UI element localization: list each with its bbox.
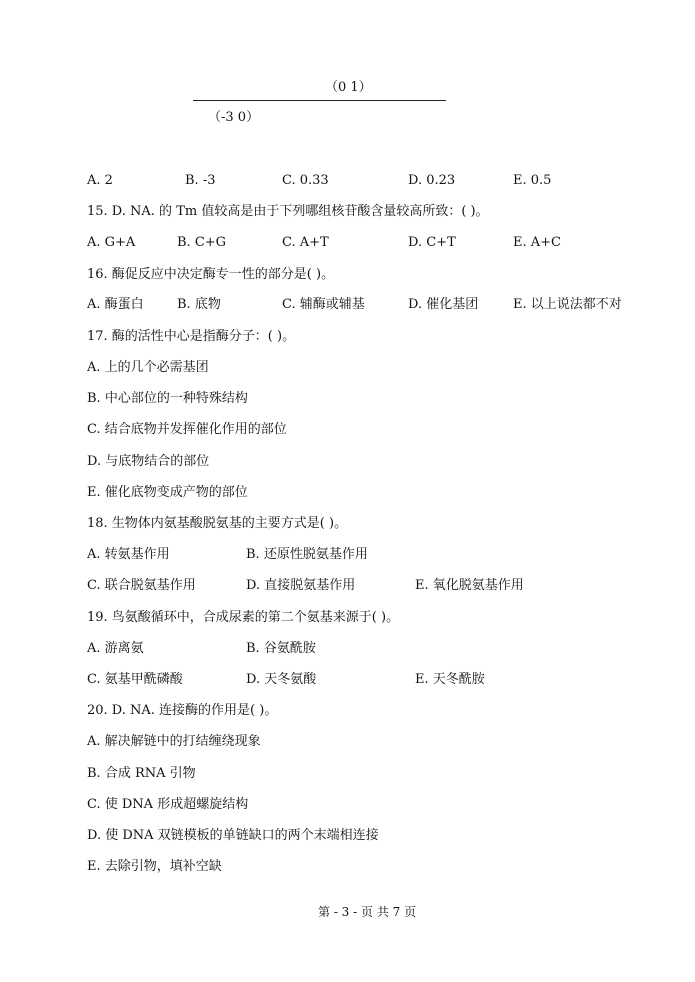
q14-option-a: A. 2 (87, 173, 113, 188)
q16-option-a: A. 酶蛋白 (87, 297, 144, 312)
q19-option-d: D. 天冬氨酸 (246, 672, 317, 687)
q18-stem: 18. 生物体内氨基酸脱氨基的主要方式是( )。 (87, 516, 348, 531)
q18-option-e: E. 氧化脱氨基作用 (415, 578, 524, 593)
q19-option-a: A. 游离氨 (87, 641, 144, 656)
q15-stem: 15. D. NA. 的 Tm 值较高是由于下列哪组核苷酸含量较高所致：( )。 (87, 204, 489, 219)
fraction-denominator: （-3 0） (208, 110, 260, 125)
q15-option-c: C. A+T (282, 235, 329, 250)
q16-option-d: D. 催化基团 (408, 297, 479, 312)
q14-option-d: D. 0.23 (408, 173, 456, 188)
q19-option-c: C. 氨基甲酰磷酸 (87, 672, 183, 687)
q17-option-e: E. 催化底物变成产物的部位 (87, 485, 248, 500)
q20-option-a: A. 解决解链中的打结缠绕现象 (87, 734, 261, 749)
q15-option-e: E. A+C (513, 235, 561, 250)
q18-option-c: C. 联合脱氨基作用 (87, 578, 196, 593)
q19-stem: 19. 鸟氨酸循环中，合成尿素的第二个氨基来源于( )。 (87, 610, 400, 625)
q17-option-a: A. 上的几个必需基团 (87, 360, 209, 375)
q18-option-b: B. 还原性脱氨基作用 (246, 547, 368, 562)
q14-option-b: B. -3 (185, 173, 216, 188)
page-footer: 第 - 3 - 页 共 7 页 (318, 905, 417, 919)
q16-option-c: C. 辅酶或辅基 (282, 297, 365, 312)
q17-option-c: C. 结合底物并发挥催化作用的部位 (87, 422, 287, 437)
q20-option-e: E. 去除引物，填补空缺 (87, 859, 222, 874)
q17-option-b: B. 中心部位的一种特殊结构 (87, 391, 248, 406)
q16-option-e: E. 以上说法都不对 (513, 297, 622, 312)
q14-option-e: E. 0.5 (513, 173, 552, 188)
q17-stem: 17. 酶的活性中心是指酶分子：( )。 (87, 329, 296, 344)
q16-stem: 16. 酶促反应中决定酶专一性的部分是( )。 (87, 267, 335, 282)
q20-option-b: B. 合成 RNA 引物 (87, 766, 196, 781)
fraction-bar (193, 100, 446, 101)
q15-option-d: D. C+T (408, 235, 456, 250)
q15-option-b: B. C+G (177, 235, 227, 250)
q17-option-d: D. 与底物结合的部位 (87, 454, 210, 469)
q19-option-b: B. 谷氨酰胺 (246, 641, 316, 656)
q20-stem: 20. D. NA. 连接酶的作用是( )。 (87, 703, 278, 718)
q20-option-d: D. 使 DNA 双链模板的单链缺口的两个末端相连接 (87, 828, 379, 843)
q20-option-c: C. 使 DNA 形成超螺旋结构 (87, 797, 249, 812)
q19-option-e: E. 天冬酰胺 (415, 672, 485, 687)
q15-option-a: A. G+A (87, 235, 136, 250)
q16-option-b: B. 底物 (177, 297, 221, 312)
q18-option-a: A. 转氨基作用 (87, 547, 170, 562)
q18-option-d: D. 直接脱氨基作用 (246, 578, 356, 593)
q14-option-c: C. 0.33 (282, 173, 329, 188)
fraction-numerator: （0 1） (325, 80, 372, 95)
